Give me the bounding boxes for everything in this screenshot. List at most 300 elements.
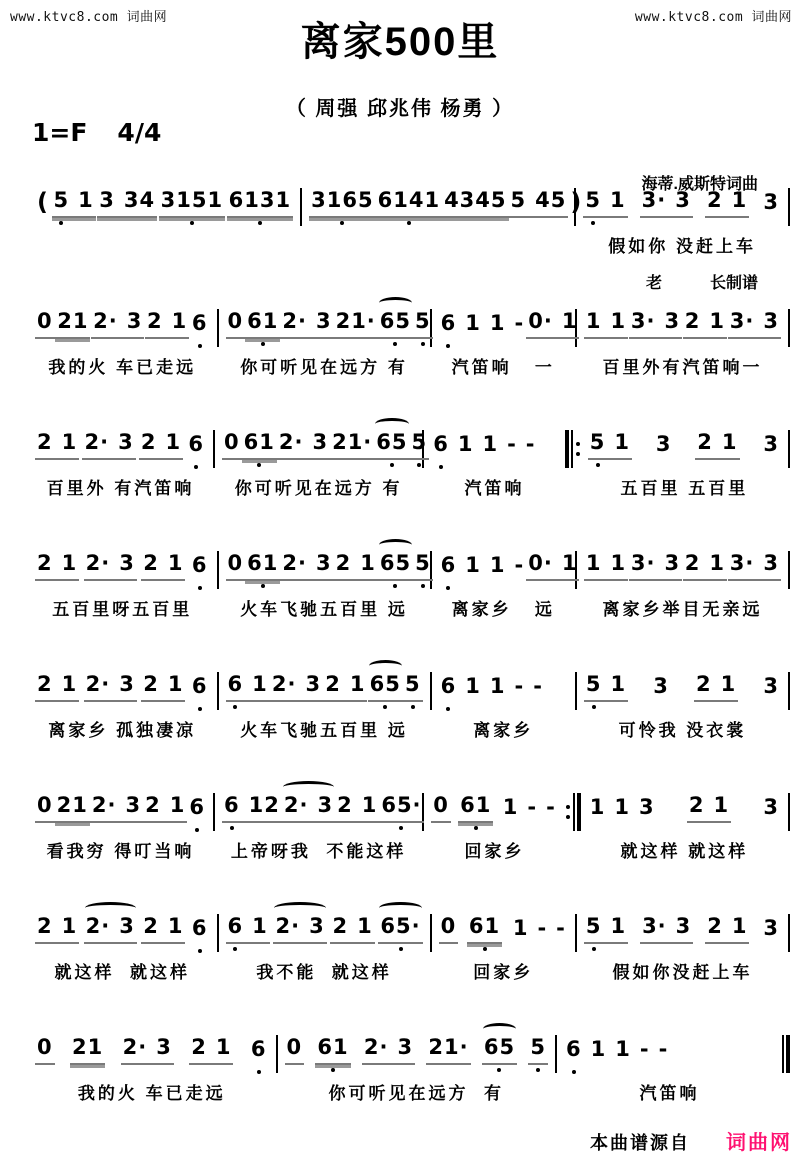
barline-stroke (571, 430, 573, 468)
measure-lyrics: 就这样 就这样 (620, 842, 749, 861)
note: 1 (61, 551, 78, 575)
dash-note: - (507, 432, 517, 456)
measure-notes (215, 414, 428, 460)
note-group (376, 187, 442, 218)
note: 2 (191, 1035, 207, 1059)
note-group (145, 308, 189, 339)
score-system (28, 414, 790, 535)
system-measures (28, 414, 790, 496)
note-group (35, 792, 55, 823)
note: 6 (191, 311, 208, 335)
measure-notes (577, 656, 788, 702)
note-group (761, 189, 781, 218)
note-group (226, 671, 270, 702)
note-group (695, 429, 739, 460)
note-group (35, 189, 50, 218)
note: 61 (247, 551, 279, 575)
note: 3 (763, 795, 779, 819)
system-measures (28, 535, 790, 617)
note-group (249, 1036, 269, 1065)
note: 3 (763, 916, 779, 940)
note: 2· (271, 672, 297, 696)
measure-lyrics (28, 232, 300, 254)
measure-notes (424, 414, 565, 460)
measure-lyrics: 你可听见在远方 有 (240, 358, 408, 377)
note-group (270, 671, 323, 702)
note: 3 (156, 1035, 172, 1059)
note: 2 (335, 551, 352, 575)
measure (432, 535, 578, 619)
score-system (28, 656, 790, 777)
measure-notes (577, 898, 788, 944)
note: 6 (250, 1037, 267, 1061)
note-group (143, 792, 187, 823)
note-group (439, 552, 527, 581)
note-group (761, 794, 781, 823)
note: 2· (85, 551, 111, 575)
note-group (687, 792, 731, 823)
note-group (90, 792, 143, 823)
performers: （ 周强 邱兆伟 杨勇 ） (285, 98, 515, 120)
note: 1 (215, 1035, 232, 1059)
measure-notes (28, 898, 217, 944)
note: 3 (664, 309, 681, 333)
note: 1 (361, 793, 378, 817)
arranger-credit: 老 长制谱 (645, 275, 758, 292)
note: 1 (465, 674, 481, 698)
barline (788, 309, 790, 347)
note: 1 (615, 1037, 631, 1061)
measure-lyrics: 我不能 就这样 (256, 963, 392, 982)
note: 65· (381, 793, 422, 817)
barline-stroke (788, 672, 790, 710)
score-system (28, 777, 790, 898)
note: 1 (561, 551, 578, 575)
note-group (245, 550, 280, 581)
note-group (35, 308, 55, 339)
note-group (379, 792, 423, 823)
note: 2 (684, 309, 701, 333)
measure (581, 777, 788, 859)
note: 65 (379, 309, 412, 333)
measure-lyrics: 离家乡 远 (451, 600, 555, 619)
note: 1 (614, 795, 631, 819)
note: 2 (140, 430, 157, 454)
note: 1 (614, 430, 631, 454)
note: 65 (483, 1035, 516, 1059)
note: 21· (428, 1035, 469, 1059)
note: 3 (763, 674, 780, 698)
note-group (584, 913, 628, 944)
note: 65· (380, 914, 421, 938)
note: 5 (411, 430, 428, 454)
note: 21· (335, 309, 376, 333)
measure (577, 535, 788, 617)
note: 65 (369, 672, 401, 696)
measure (215, 414, 428, 498)
note-group (584, 671, 628, 702)
note: 0· (528, 309, 553, 333)
note-group (84, 550, 137, 581)
note: 0 (440, 914, 457, 938)
note: 2· (275, 914, 301, 938)
note: 6 (227, 672, 244, 696)
note: 3 (119, 551, 135, 575)
note-group (222, 429, 242, 460)
note: 2 (37, 430, 53, 454)
note: 6 (189, 795, 205, 819)
barline (788, 793, 790, 831)
measure-notes (219, 535, 430, 581)
note: 3165 (311, 188, 374, 212)
measure-notes (28, 777, 213, 823)
note: 21 (56, 793, 88, 817)
measure (28, 535, 217, 617)
note: 1 (357, 914, 373, 938)
measure-notes (576, 172, 788, 218)
measure-notes (424, 777, 565, 823)
measure (28, 172, 300, 254)
note-group (761, 673, 781, 702)
note: 6 (440, 311, 457, 335)
note: 1 (465, 311, 481, 335)
key-signature: 1=F (32, 118, 88, 147)
dash-note: - (658, 1037, 669, 1061)
note: 6 (440, 674, 457, 698)
note-group-slur (374, 429, 409, 460)
note: 3 (126, 309, 143, 333)
note: 2 (332, 914, 349, 938)
note: 1 (489, 674, 506, 698)
note: 3 (119, 914, 135, 938)
barline-stroke (788, 793, 790, 831)
note: 2· (282, 551, 307, 575)
barline-stroke (788, 430, 790, 468)
measure (28, 777, 213, 859)
note: 61 (247, 309, 279, 333)
measure (219, 293, 430, 375)
note-group (280, 308, 333, 339)
note: 2· (85, 914, 111, 938)
barline-stroke (788, 309, 790, 347)
measure (278, 1019, 556, 1101)
note: 2· (363, 1035, 389, 1059)
measure-lyrics (302, 232, 574, 254)
lyricist-composer-credit: 海蒂.威斯特词曲 (641, 176, 758, 193)
note: 0 (227, 309, 244, 333)
note: 65 (379, 551, 412, 575)
note-group (640, 187, 693, 218)
measure-notes (219, 656, 430, 702)
barline-stroke (788, 188, 790, 226)
note: 5 (589, 430, 606, 454)
note: 0 (224, 430, 240, 454)
measure (577, 656, 788, 738)
note-group (242, 429, 277, 460)
note: 2 (143, 914, 159, 938)
note: 3 (118, 430, 134, 454)
note: 5 (404, 672, 421, 696)
measure-notes (28, 414, 213, 460)
measure-notes (215, 777, 422, 823)
note-group (334, 550, 378, 581)
note-group (334, 308, 378, 339)
barline-stroke (788, 551, 790, 589)
measure-lyrics: 回家乡 (464, 842, 525, 861)
note: 3· (641, 188, 667, 212)
note: 5 (530, 1035, 546, 1059)
measure-lyrics: 假如你 没赶上车 (608, 237, 757, 256)
note: 1 (252, 914, 268, 938)
measure-lyrics: 上帝呀我 不能这样 (230, 842, 407, 861)
note: 3 (397, 1035, 414, 1059)
note-group (141, 671, 185, 702)
measure (424, 414, 565, 496)
note: 1 (610, 309, 627, 333)
note-group-slur (378, 308, 413, 339)
note: 3· (729, 309, 755, 333)
note: 6 (227, 914, 244, 938)
measure-notes (581, 414, 788, 460)
measure-lyrics: 离家乡 (473, 721, 534, 740)
note-group (315, 1034, 350, 1065)
note-group (431, 792, 451, 823)
note: 1 (709, 309, 726, 333)
measure-lyrics: 火车飞驰五百里 远 (240, 600, 408, 619)
measure (432, 656, 575, 738)
note: 1 (465, 553, 481, 577)
note: 2· (122, 1035, 148, 1059)
score (28, 172, 790, 1140)
dash-note: - (537, 916, 548, 940)
note: 2 (37, 672, 53, 696)
note-group (84, 671, 137, 702)
measure-notes (219, 293, 430, 339)
note-group (442, 187, 508, 218)
note-group (439, 673, 545, 702)
note-group (651, 673, 671, 702)
note: 0 (227, 551, 244, 575)
repeat-dot (566, 805, 570, 809)
note-group (139, 429, 183, 460)
footer-source-label: 本曲谱源自 (590, 1133, 690, 1153)
note: 1 (61, 430, 78, 454)
note-group (588, 794, 657, 823)
note: 1 (61, 672, 78, 696)
system-measures (28, 172, 790, 254)
note: 21 (72, 1035, 104, 1059)
note: 6 (191, 553, 208, 577)
note-group (226, 550, 246, 581)
note: 3 (763, 190, 779, 214)
note: 4345 (444, 188, 507, 212)
note-group (97, 187, 157, 218)
footer (590, 1126, 792, 1155)
note: 3 (315, 551, 332, 575)
note-group (403, 671, 423, 702)
note: 1 (721, 430, 738, 454)
note-group (568, 189, 583, 218)
dash-note: - (639, 1037, 650, 1061)
note: 3· (642, 914, 667, 938)
note-group (189, 1034, 233, 1065)
note-group (187, 794, 207, 823)
note: 1 (610, 672, 627, 696)
watermark-top-right: www.ktvc8.com 词曲网 (634, 10, 792, 25)
note: 2· (283, 793, 309, 817)
note-group (309, 187, 375, 218)
measure-lyrics: 我的火 车已走远 (77, 1084, 226, 1103)
note: 2 (325, 672, 341, 696)
note-group (245, 308, 280, 339)
note-group (330, 429, 374, 460)
note-group (761, 915, 781, 944)
note: 6 (191, 674, 208, 698)
note-group (190, 915, 210, 944)
note: 1 (713, 793, 730, 817)
note-group (190, 310, 210, 339)
measure (28, 293, 217, 375)
note: 2 (146, 309, 163, 333)
dash-note: - (556, 916, 566, 940)
measure-lyrics: 五百里 五百里 (620, 479, 749, 498)
measure (219, 656, 430, 738)
note-group (226, 913, 270, 944)
note-group (330, 913, 374, 944)
note: 2· (93, 309, 118, 333)
note-group (82, 429, 135, 460)
note-group (526, 550, 579, 581)
note: 3 (763, 309, 779, 333)
measure-notes (28, 172, 300, 218)
note: 1 (252, 672, 268, 696)
note: 1 (610, 914, 627, 938)
note: 1 (165, 430, 182, 454)
note: 2 (697, 430, 713, 454)
measure-lyrics: 回家乡 (473, 963, 534, 982)
score-system (28, 898, 790, 1019)
measure (302, 172, 582, 254)
note-group-slur (282, 792, 335, 823)
note: 3· (630, 309, 656, 333)
measure-lyrics: 五百里呀五百里 (52, 600, 193, 619)
note: 1 (171, 309, 188, 333)
note: 0· (528, 551, 553, 575)
measure-notes (432, 293, 578, 339)
note: 2· (85, 672, 111, 696)
measure (432, 898, 575, 980)
note-group (654, 431, 674, 460)
note-group (413, 550, 433, 581)
measure (28, 656, 217, 738)
note: 3 (119, 672, 135, 696)
note: 65 (376, 430, 408, 454)
note: 2 (684, 551, 701, 575)
note-group (683, 308, 727, 339)
note: 1 (720, 672, 737, 696)
note: 1 (589, 795, 606, 819)
note-group (584, 550, 628, 581)
note: 0 (433, 793, 449, 817)
score-system (28, 293, 790, 414)
note-group (413, 308, 433, 339)
measure-lyrics: 离家乡 孤独凄凉 (48, 721, 197, 740)
note: 3 (312, 430, 329, 454)
note-group (509, 187, 569, 218)
note: 1 (167, 551, 184, 575)
dash-note: - (525, 432, 536, 456)
watermark-top-left: www.ktvc8.com 词曲网 (10, 10, 168, 25)
note-group (640, 913, 693, 944)
note: 3· (630, 551, 656, 575)
note: 5 (415, 551, 431, 575)
note: 61 (460, 793, 492, 817)
note: 1 (167, 672, 184, 696)
note: 2 (37, 914, 53, 938)
measure-notes (219, 898, 430, 944)
measure-lyrics: 百里外 有汽笛响 (46, 479, 195, 498)
note: 2 (696, 672, 712, 696)
note: 1 (561, 309, 578, 333)
system-measures (28, 656, 790, 738)
note: 1 (360, 551, 376, 575)
note: 1 (502, 795, 519, 819)
measure (28, 898, 217, 980)
note-group (35, 429, 79, 460)
system-measures (28, 1019, 790, 1101)
measure-notes (581, 777, 788, 823)
note: 0 (37, 309, 53, 333)
note: 3 (675, 914, 692, 938)
note-group (528, 1034, 548, 1065)
note: 6 (440, 553, 457, 577)
note: 3 (309, 914, 325, 938)
note: 0 (37, 1035, 53, 1059)
note: 5 (510, 188, 527, 212)
note: 1 (169, 793, 186, 817)
note-group (226, 308, 246, 339)
note: 1 (731, 188, 748, 212)
measure-lyrics: 假如你没赶上车 (612, 963, 753, 982)
measure-lyrics: 离家乡举目无亲远 (602, 600, 763, 619)
note-group (280, 550, 333, 581)
dash-note: - (514, 553, 525, 577)
measure (219, 898, 430, 980)
note: 1 (585, 551, 602, 575)
measure-lyrics: 就这样 就这样 (54, 963, 190, 982)
note-group (285, 1034, 305, 1065)
note-group (141, 913, 185, 944)
note: 21 (57, 309, 89, 333)
measure-lyrics: 我的火 车已走远 (48, 358, 197, 377)
note-group-slur (368, 671, 403, 702)
barline (788, 430, 790, 468)
note: 3 (763, 432, 779, 456)
note-group (410, 429, 430, 460)
note: 1 (731, 914, 748, 938)
measure-notes (278, 1019, 556, 1065)
note: 34 (123, 188, 156, 212)
note-group (159, 187, 225, 218)
final-barline (782, 1035, 790, 1073)
note-group (35, 550, 79, 581)
note-group (584, 308, 628, 339)
note: 61 (468, 914, 501, 938)
measure-notes (577, 535, 788, 581)
measure-lyrics: 百里外有汽笛响一 (602, 358, 763, 377)
note: 2 (143, 672, 159, 696)
note-group (629, 550, 682, 581)
